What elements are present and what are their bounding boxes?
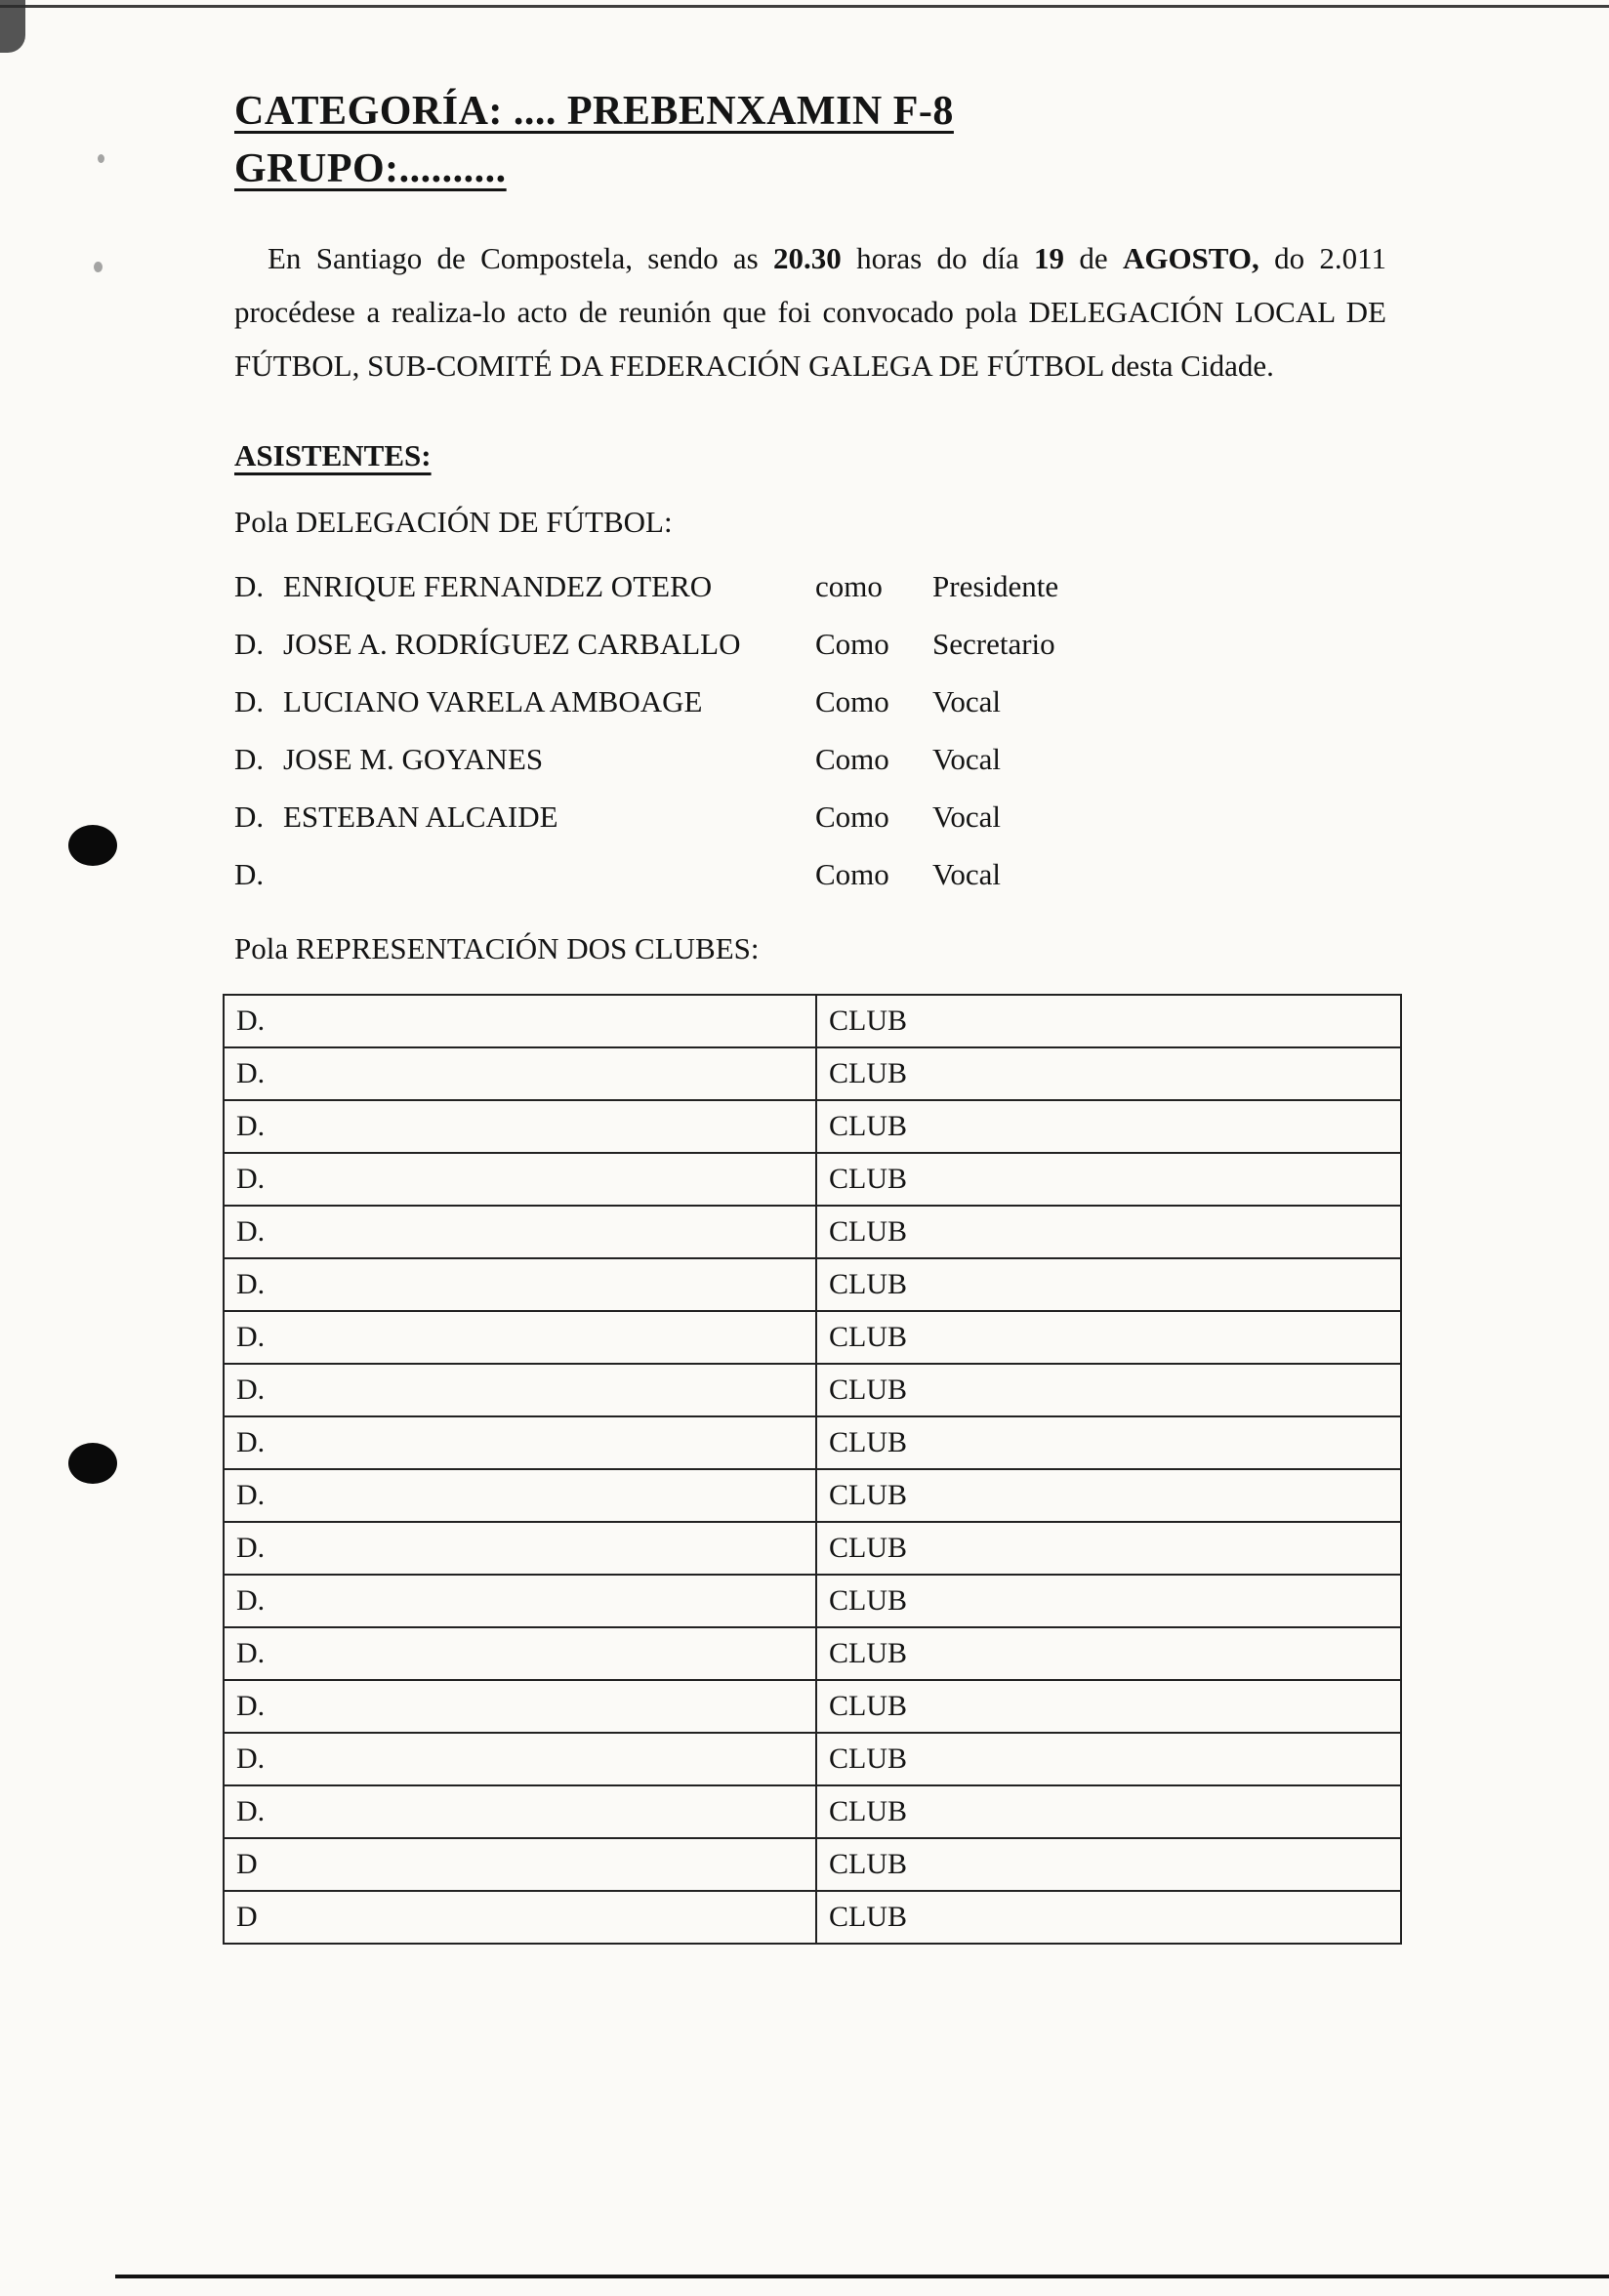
attendee-row xyxy=(234,742,1386,777)
scan-edge-line-top xyxy=(0,5,1609,8)
group-title xyxy=(234,144,1386,195)
club-row-club-cell: CLUB xyxy=(816,1733,1401,1785)
club-table-row xyxy=(224,1838,1401,1891)
club-row-d-cell: D. xyxy=(224,995,816,1047)
club-table-row xyxy=(224,995,1401,1047)
attendees-list xyxy=(234,569,1386,892)
club-row-d-cell: D. xyxy=(224,1364,816,1416)
club-row-d-cell: D. xyxy=(224,1469,816,1522)
scan-edge-line-bottom xyxy=(115,2275,1609,2278)
club-row-club-cell: CLUB xyxy=(816,1206,1401,1258)
attendee-como: Como xyxy=(815,741,889,776)
attendee-row xyxy=(234,684,1386,719)
club-row-d-cell: D. xyxy=(224,1627,816,1680)
club-row-d-cell: D. xyxy=(224,1100,816,1153)
attendee-name: LUCIANO VARELA AMBOAGE xyxy=(283,683,703,718)
club-table-row xyxy=(224,1047,1401,1100)
scan-fleck xyxy=(98,154,104,163)
club-row-club-cell: CLUB xyxy=(816,1838,1401,1891)
attendee-role: Presidente xyxy=(932,568,1059,603)
hole-punch-mark xyxy=(68,1443,117,1484)
attendee-d-prefix: D. xyxy=(234,741,265,776)
intro-paragraph xyxy=(234,231,1386,393)
intro-time-bold: 20.30 xyxy=(773,241,842,275)
club-row-club-cell: CLUB xyxy=(816,1100,1401,1153)
category-title-text: CATEGORÍA: .... PREBENXAMIN F-8 xyxy=(234,89,954,134)
club-table-row xyxy=(224,1891,1401,1944)
club-table-row xyxy=(224,1627,1401,1680)
club-row-d-cell: D. xyxy=(224,1258,816,1311)
group-title-text: GRUPO:.......... xyxy=(234,145,507,191)
club-table-row xyxy=(224,1311,1401,1364)
intro-text: En Santiago de Compostela, sendo as xyxy=(268,241,774,275)
attendee-d-prefix: D. xyxy=(234,626,265,661)
club-row-club-cell: CLUB xyxy=(816,1258,1401,1311)
club-row-d-cell: D. xyxy=(224,1153,816,1206)
club-row-club-cell: CLUB xyxy=(816,1469,1401,1522)
club-row-d-cell: D. xyxy=(224,1311,816,1364)
attendee-como: Como xyxy=(815,856,889,891)
club-row-club-cell: CLUB xyxy=(816,1522,1401,1575)
intro-text: do 2.011 procédese a realiza-lo acto de reunión que foi convocado pola DELEGACIÓN LOCAL DE FÚTBOL, SUB-COMITÉ DA FEDERACIÓN GALEGA DE FÚTBOL desta Cidade. xyxy=(234,241,1386,384)
attendee-name: JOSE M. GOYANES xyxy=(283,741,544,776)
club-row-club-cell: CLUB xyxy=(816,1153,1401,1206)
clubs-table xyxy=(223,994,1402,1945)
attendee-role: Vocal xyxy=(932,683,1002,718)
attendee-row xyxy=(234,627,1386,662)
attendee-d-prefix: D. xyxy=(234,568,265,603)
club-row-club-cell: CLUB xyxy=(816,1311,1401,1364)
attendee-d-prefix: D. xyxy=(234,683,265,718)
scan-corner-smudge xyxy=(0,0,25,53)
delegacion-subheading: Pola DELEGACIÓN DE FÚTBOL: xyxy=(234,504,673,539)
attendee-como: Como xyxy=(815,626,889,661)
attendee-name: ENRIQUE FERNANDEZ OTERO xyxy=(283,568,713,603)
intro-month-bold: AGOSTO, xyxy=(1122,241,1259,275)
club-table-row xyxy=(224,1680,1401,1733)
attendee-d-prefix: D. xyxy=(234,799,265,834)
scan-fleck xyxy=(94,262,103,272)
intro-text: de xyxy=(1064,241,1123,275)
club-row-d-cell: D. xyxy=(224,1206,816,1258)
attendee-role: Secretario xyxy=(932,626,1055,661)
intro-day-bold: 19 xyxy=(1034,241,1065,275)
club-table-row xyxy=(224,1733,1401,1785)
club-row-d-cell: D. xyxy=(224,1522,816,1575)
club-row-d-cell: D. xyxy=(224,1785,816,1838)
club-row-club-cell: CLUB xyxy=(816,1047,1401,1100)
clubs-heading: Pola REPRESENTACIÓN DOS CLUBES: xyxy=(234,930,760,965)
club-row-d-cell: D xyxy=(224,1891,816,1944)
club-table-row xyxy=(224,1258,1401,1311)
club-row-d-cell: D. xyxy=(224,1733,816,1785)
attendee-name: ESTEBAN ALCAIDE xyxy=(283,799,558,834)
club-table-row xyxy=(224,1469,1401,1522)
clubs-table-body xyxy=(224,995,1401,1944)
club-row-club-cell: CLUB xyxy=(816,1416,1401,1469)
club-table-row xyxy=(224,1153,1401,1206)
category-title xyxy=(234,86,1386,138)
club-table-row xyxy=(224,1522,1401,1575)
document-content xyxy=(234,86,1386,1945)
club-table-row xyxy=(224,1364,1401,1416)
club-row-d-cell: D. xyxy=(224,1575,816,1627)
club-row-club-cell: CLUB xyxy=(816,1575,1401,1627)
club-row-club-cell: CLUB xyxy=(816,995,1401,1047)
attendee-row xyxy=(234,800,1386,835)
attendee-role: Vocal xyxy=(932,741,1002,776)
asistentes-heading-text: ASISTENTES: xyxy=(234,437,432,472)
club-row-club-cell: CLUB xyxy=(816,1364,1401,1416)
club-row-club-cell: CLUB xyxy=(816,1785,1401,1838)
attendee-como: Como xyxy=(815,799,889,834)
attendee-d-prefix: D. xyxy=(234,856,265,891)
asistentes-heading xyxy=(234,438,1386,473)
attendee-row xyxy=(234,569,1386,604)
club-table-row xyxy=(224,1100,1401,1153)
club-row-d-cell: D. xyxy=(224,1416,816,1469)
attendee-como: como xyxy=(815,568,883,603)
attendee-role: Vocal xyxy=(932,856,1002,891)
club-row-d-cell: D. xyxy=(224,1680,816,1733)
club-table-row xyxy=(224,1785,1401,1838)
club-table-row xyxy=(224,1575,1401,1627)
club-row-d-cell: D xyxy=(224,1838,816,1891)
attendee-role: Vocal xyxy=(932,799,1002,834)
attendee-row xyxy=(234,857,1386,892)
hole-punch-mark xyxy=(68,825,117,866)
club-row-club-cell: CLUB xyxy=(816,1891,1401,1944)
attendee-como: Como xyxy=(815,683,889,718)
intro-text: horas do día xyxy=(841,241,1035,275)
attendee-name: JOSE A. RODRÍGUEZ CARBALLO xyxy=(283,626,741,661)
club-table-row xyxy=(224,1206,1401,1258)
club-table-row xyxy=(224,1416,1401,1469)
club-row-club-cell: CLUB xyxy=(816,1680,1401,1733)
club-row-d-cell: D. xyxy=(224,1047,816,1100)
club-row-club-cell: CLUB xyxy=(816,1627,1401,1680)
